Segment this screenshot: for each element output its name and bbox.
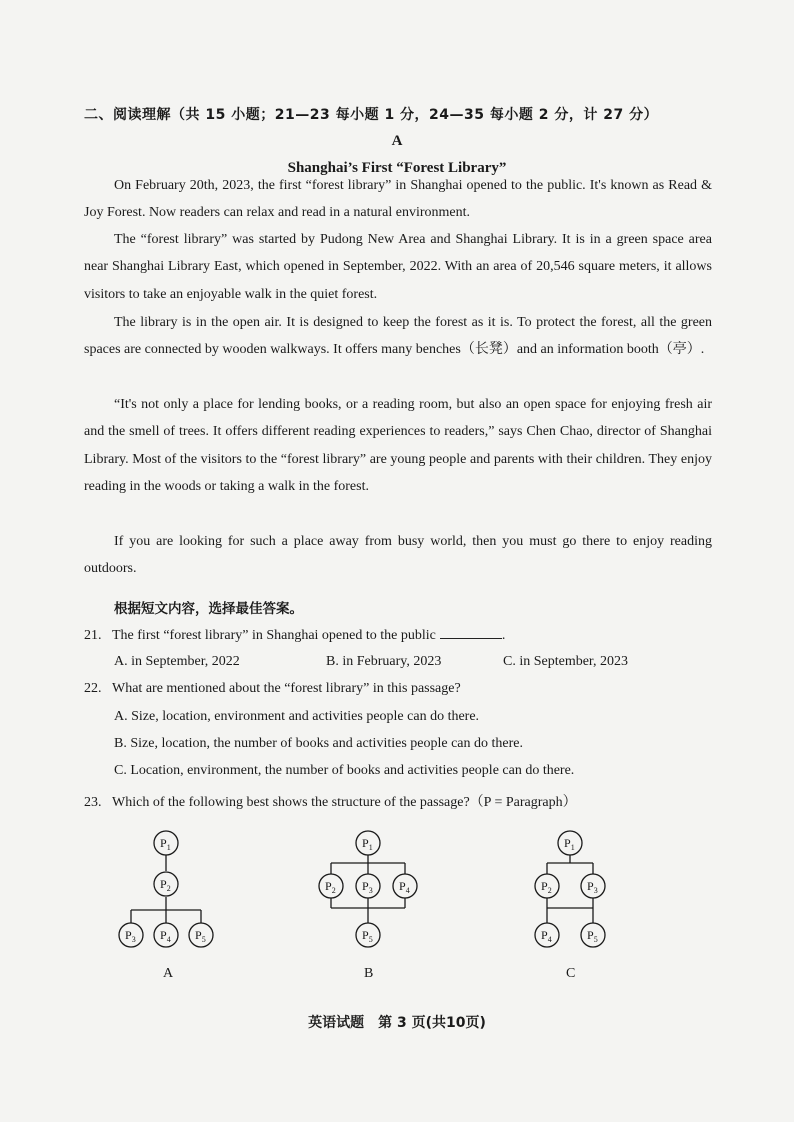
instruction: 根据短文内容，选择最佳答案。 (114, 601, 303, 617)
option-22-a[interactable]: A. Size, location, environment and activities people can do there. (114, 709, 480, 724)
question-21 (84, 626, 505, 644)
paragraph-node (154, 923, 178, 947)
svg-text:P2: $P_2$ (541, 879, 552, 895)
option-21-a[interactable]: A. in September, 2022 (114, 654, 240, 669)
answer-blank[interactable] (440, 626, 502, 639)
svg-text:P3: $P_3$ (362, 879, 373, 895)
paragraph-node (154, 831, 178, 855)
svg-text:P5: $P_5$ (195, 928, 206, 944)
diagram-label-a: A (163, 966, 174, 981)
option-21-c[interactable]: C. in September, 2023 (503, 654, 629, 669)
paragraph-4: “It's not only a place for lending books, or a reading room, but also an open space for enjoying fresh air and the smell of trees. It offers different reading experiences to readers,” says Chen Chao, director of Shanghai Library. Most of the visitors to the “forest library” are young people and parents with their children. They enjoy reading in the woods or taking a walk in the forest. (84, 397, 712, 494)
svg-text:P2: $P_2$ (325, 879, 336, 895)
structure-diagram-a[interactable] (112, 825, 222, 960)
diagram-b-svg (313, 825, 423, 955)
option-22-b[interactable]: B. Size, location, the number of books and activities people can do there. (114, 736, 523, 751)
paragraph-node (154, 872, 178, 896)
page-footer: 英语试题 第 3 页(共10页) (308, 1015, 486, 1031)
svg-text:P4: $P_4$ (160, 928, 171, 944)
diagram-label-b: B (364, 966, 374, 981)
svg-text:P5: $P_5$ (362, 928, 373, 944)
svg-text:P3: $P_3$ (125, 928, 136, 944)
paragraph-node (535, 874, 559, 898)
paragraph-node (356, 874, 380, 898)
paragraph-node (558, 831, 582, 855)
question-stem: Which of the following best shows the structure of the passage?（P = Paragraph） (112, 795, 577, 810)
paragraph-2: The “forest library” was started by Pudong New Area and Shanghai Library. It is in a green space area near Shanghai Library East, which opened in September, 2022. With an area of 20,546 square meters, it allows visitors to take an enjoyable walk in the quiet forest. (84, 232, 712, 302)
question-stem: The first “forest library” in Shanghai opened to the public (112, 628, 436, 643)
paragraph-node (356, 923, 380, 947)
svg-text:P4: $P_4$ (541, 928, 552, 944)
option-21-b[interactable]: B. in February, 2023 (326, 654, 442, 669)
svg-text:P1: $P_1$ (564, 836, 575, 852)
structure-diagram-c[interactable] (530, 825, 620, 960)
question-22 (84, 681, 461, 697)
passage-title: Shanghai’s First “Forest Library” (287, 160, 507, 176)
paragraph-1: On February 20th, 2023, the first “forest library” in Shanghai opened to the public. It's known as Read & Joy Forest. Now readers can relax and read in a natural environment. (84, 178, 712, 221)
svg-text:P3: $P_3$ (587, 879, 598, 895)
paragraph-node (581, 874, 605, 898)
svg-text:P2: $P_2$ (160, 877, 171, 893)
paragraph-node (581, 923, 605, 947)
diagram-c-svg (530, 825, 620, 955)
paragraph-5: If you are looking for such a place away from busy world, then you must go there to enjoy reading outdoors. (84, 534, 712, 577)
paragraph-node (119, 923, 143, 947)
question-number: 22. (84, 681, 102, 696)
part-letter: A (391, 133, 403, 149)
paragraph-3: The library is in the open air. It is designed to keep the forest as it is. To protect the forest, all the green spaces are connected by wooden walkways. It offers many benches（长凳）and an information booth（亭）. (84, 315, 712, 358)
diagram-label-c: C (566, 966, 576, 981)
paragraph-node (319, 874, 343, 898)
question-number: 21. (84, 628, 102, 643)
svg-text:P1: $P_1$ (362, 836, 373, 852)
svg-text:P4: $P_4$ (399, 879, 410, 895)
paragraph-node (189, 923, 213, 947)
paragraph-node (535, 923, 559, 947)
question-stem-end: . (501, 628, 506, 643)
structure-diagram-b[interactable] (313, 825, 423, 960)
paragraph-node (356, 831, 380, 855)
svg-text:P5: $P_5$ (587, 928, 598, 944)
question-number: 23. (84, 795, 102, 810)
section-title: 二、阅读理解（共 15 小题；21—23 每小题 1 分，24—35 每小题 2 分，计 27 分） (84, 107, 659, 123)
paragraph-node (393, 874, 417, 898)
svg-text:P1: $P_1$ (160, 836, 171, 852)
option-22-c[interactable]: C. Location, environment, the number of books and activities people can do there. (114, 763, 575, 778)
question-23 (84, 791, 577, 811)
diagram-a-svg (112, 825, 222, 955)
question-stem: What are mentioned about the “forest library” in this passage? (112, 681, 461, 696)
